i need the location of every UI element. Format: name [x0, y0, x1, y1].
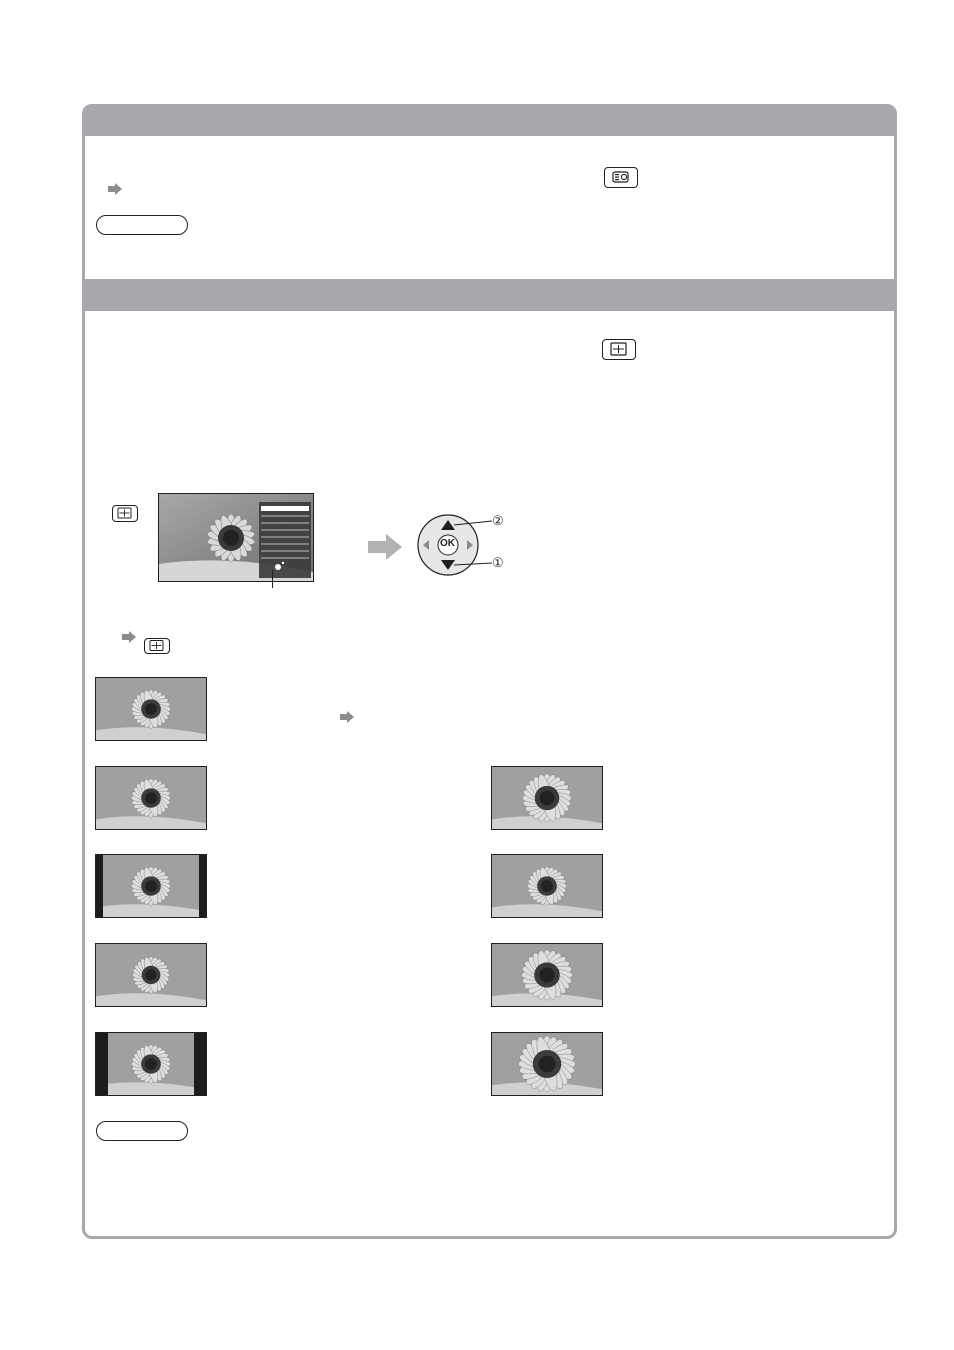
- step-store-label: ②: [492, 513, 504, 528]
- aspect-button-icon: [144, 638, 170, 654]
- sunflower-image: [159, 494, 313, 581]
- info-screen-button-icon: [604, 167, 638, 188]
- note-pill-label: [96, 215, 188, 235]
- aspect-button-icon: [112, 505, 138, 522]
- aspect-example-right-3: [491, 943, 603, 1007]
- aspect-menu-screen: [158, 493, 314, 582]
- right-arrow-icon: [340, 711, 354, 723]
- step-select-label: ①: [492, 555, 504, 570]
- aspect-example-left-4: [95, 1032, 207, 1096]
- black-side-bar: [199, 855, 206, 917]
- aspect-example-left-1: [95, 766, 207, 830]
- note-pill-label: [96, 1121, 188, 1141]
- aspect-example-right-1: [491, 766, 603, 830]
- section-header-band-aspect: [82, 279, 897, 311]
- large-right-arrow-icon: [368, 534, 402, 560]
- right-arrow-icon: [108, 183, 122, 195]
- ok-label: OK: [440, 538, 455, 549]
- aspect-example-auto: [95, 677, 207, 741]
- aspect-button-icon: [602, 339, 636, 360]
- aspect-example-right-2: [491, 854, 603, 918]
- black-side-bar: [194, 1033, 206, 1095]
- aspect-example-left-2: [95, 854, 207, 918]
- black-side-bar: [96, 1033, 108, 1095]
- section-header-band-info: [82, 104, 897, 136]
- aspect-example-left-3: [95, 943, 207, 1007]
- callout-line: [272, 570, 273, 588]
- aspect-example-right-4: [491, 1032, 603, 1096]
- black-side-bar: [96, 855, 103, 917]
- right-arrow-icon: [122, 631, 136, 643]
